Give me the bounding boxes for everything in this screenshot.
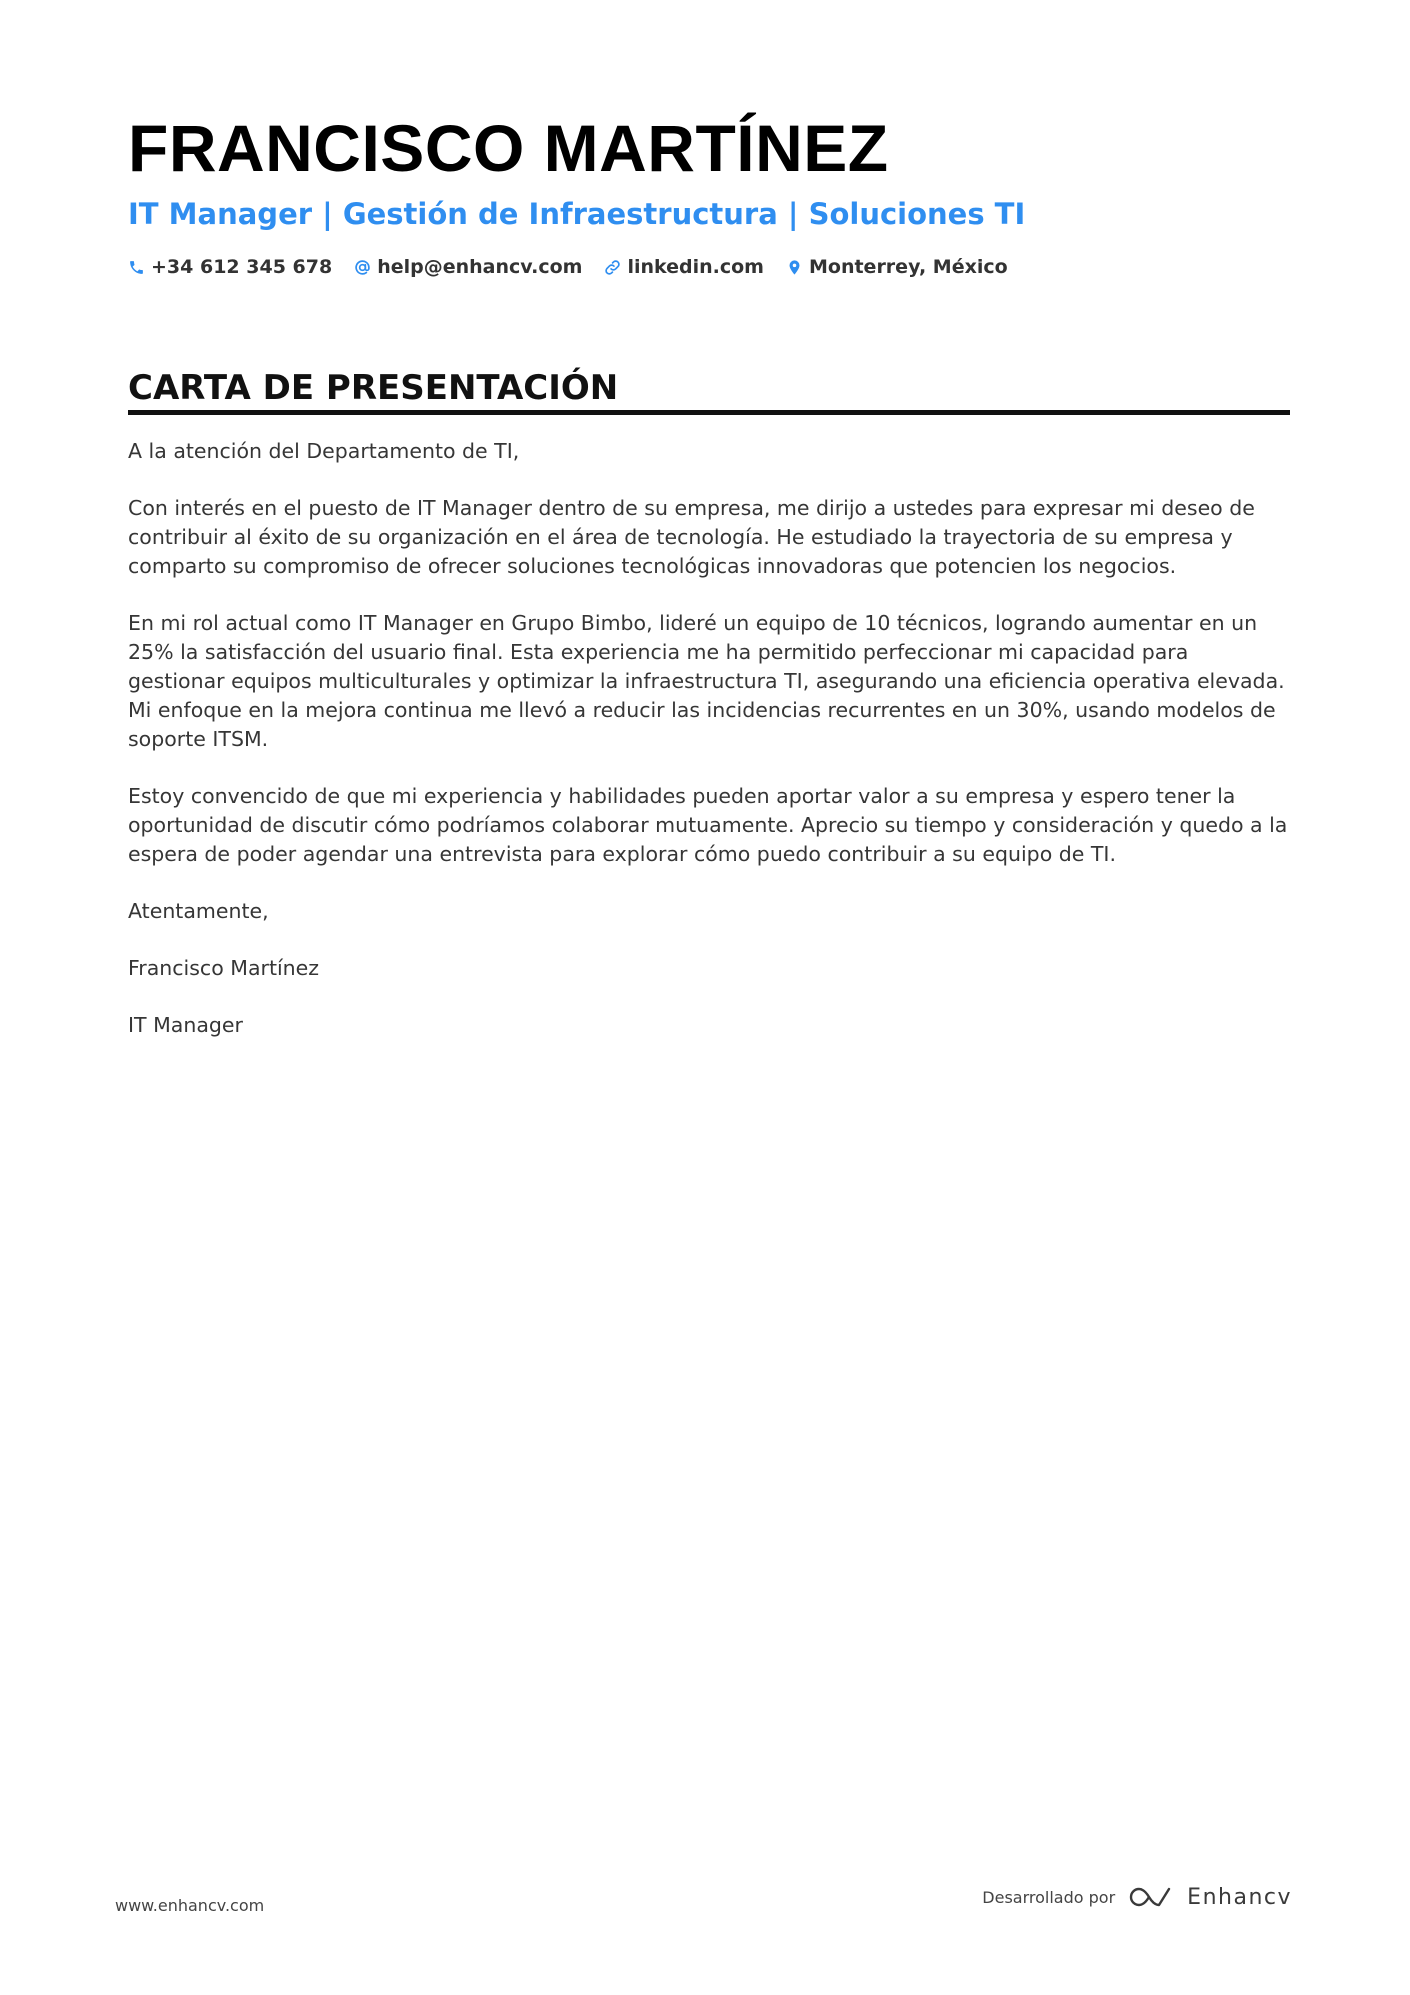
signature-name: Francisco Martínez <box>128 956 320 980</box>
footer-powered-by: Desarrollado por <box>982 1887 1116 1907</box>
letter-paragraph: Con interés en el puesto de IT Manager dentro de su empresa, me dirijo a ustedes para expresar mi deseo de contribuir al éxito de su organización en el área de tecnología. He estudiado la trayectoria de su empresa y comparto su compromiso de ofrecer soluciones tecnológicas innovadoras que potencien los negocios. <box>128 496 1255 578</box>
contact-phone-text: +34 612 345 678 <box>151 256 333 278</box>
contact-location-text: Monterrey, México <box>808 256 1008 278</box>
location-pin-icon <box>786 259 803 276</box>
contact-location <box>786 256 1008 278</box>
contact-phone[interactable] <box>128 256 332 278</box>
candidate-name: FRANCISCO MARTÍNEZ <box>128 111 889 185</box>
signature-title: IT Manager <box>128 1013 243 1037</box>
section-title: CARTA DE PRESENTACIÓN <box>128 368 1290 415</box>
letter-closing: Atentamente, <box>128 899 269 923</box>
candidate-headline: IT Manager | Gestión de Infraestructura | Soluciones TI <box>128 197 1026 231</box>
contact-bar <box>128 256 1290 278</box>
letter-paragraph: En mi rol actual como IT Manager en Grupo Bimbo, lideré un equipo de 10 técnicos, logrando aumentar en un 25% la satisfacción del usuario final. Esta experiencia me ha permitido perfeccionar mi capacidad para gestionar equipos multiculturales y optimizar la infraestructura TI, asegurando una eficiencia operativa elevada. Mi enfoque en la mejora continua me llevó a reducir las incidencias recurrentes en un 30%, usando modelos de soporte ITSM. <box>128 611 1285 751</box>
letter-salutation: A la atención del Departamento de TI, <box>128 439 520 463</box>
at-icon <box>354 259 371 276</box>
footer-brand-name: Enhancv <box>1187 1884 1292 1910</box>
enhancv-logo-icon <box>1129 1884 1175 1910</box>
letter-paragraph: Estoy convencido de que mi experiencia y habilidades pueden aportar valor a su empresa y espero tener la oportunidad de discutir cómo podríamos colaborar mutuamente. Aprecio su tiempo y consideración y quedo a la espera de poder agendar una entrevista para explorar cómo puedo contribuir a su equipo de TI. <box>128 784 1288 866</box>
contact-linkedin-text: linkedin.com <box>627 256 764 278</box>
contact-email[interactable] <box>354 256 582 278</box>
contact-email-text: help@enhancv.com <box>377 256 583 278</box>
footer-branding[interactable] <box>982 1884 1292 1910</box>
letter-body <box>128 437 1290 1040</box>
phone-icon <box>128 259 145 276</box>
link-icon <box>604 259 621 276</box>
cover-letter-page <box>128 108 1290 1068</box>
contact-linkedin[interactable] <box>604 256 764 278</box>
footer-website-link[interactable]: www.enhancv.com <box>115 1896 265 1915</box>
